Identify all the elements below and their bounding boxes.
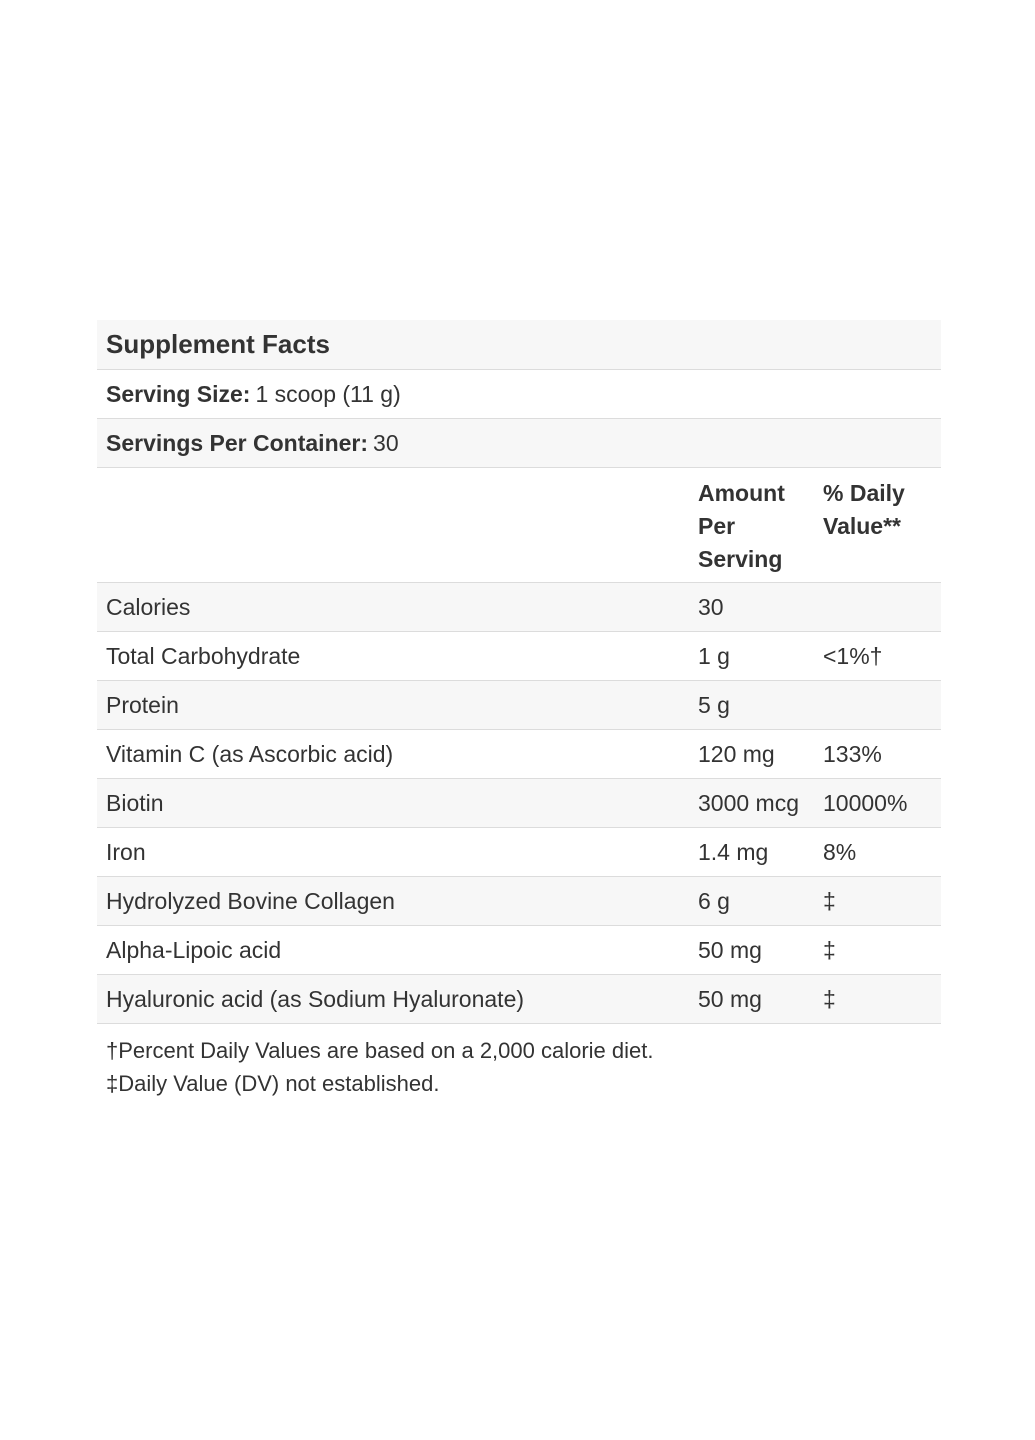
header-amount-line: Per <box>698 513 736 539</box>
nutrient-daily-value: 133% <box>823 740 882 767</box>
nutrient-daily-value: 10000% <box>823 789 908 816</box>
nutrient-daily-value: ‡ <box>823 936 836 963</box>
header-amount-line: Amount <box>698 480 785 506</box>
facts-title: Supplement Facts <box>97 320 941 370</box>
footnotes <box>97 1024 941 1100</box>
servings-per-container-label: Servings Per Container: <box>106 429 369 456</box>
table-row <box>97 877 941 926</box>
table-row <box>97 975 941 1024</box>
supplement-facts-table <box>97 320 941 1100</box>
table-row <box>97 926 941 975</box>
nutrient-amount: 50 mg <box>698 985 762 1012</box>
header-daily-value-line: Value** <box>823 513 901 539</box>
nutrient-amount: 1 g <box>698 642 730 669</box>
serving-size-row <box>97 370 941 419</box>
table-row <box>97 583 941 632</box>
header-amount-cell <box>689 477 814 576</box>
nutrient-daily-value: 8% <box>823 838 857 865</box>
table-row <box>97 730 941 779</box>
table-row <box>97 632 941 681</box>
nutrient-name: Total Carbohydrate <box>106 642 301 669</box>
servings-per-container-row <box>97 419 941 468</box>
table-header-row <box>97 468 941 583</box>
nutrient-name: Hyaluronic acid (as Sodium Hyaluronate) <box>106 985 525 1012</box>
header-daily-value-line: % Daily <box>823 480 905 506</box>
nutrient-amount: 3000 mcg <box>698 789 800 816</box>
table-row <box>97 779 941 828</box>
nutrient-daily-value: ‡ <box>823 985 836 1012</box>
nutrient-daily-value: <1%† <box>823 642 883 669</box>
nutrient-name: Biotin <box>106 789 164 816</box>
table-row <box>97 828 941 877</box>
header-daily-value-cell <box>814 477 941 543</box>
serving-size-value: 1 scoop (11 g) <box>255 380 401 407</box>
nutrient-amount: 6 g <box>698 887 730 914</box>
servings-per-container-value: 30 <box>373 429 399 456</box>
table-row <box>97 681 941 730</box>
nutrient-amount: 50 mg <box>698 936 762 963</box>
nutrient-amount: 120 mg <box>698 740 775 767</box>
nutrient-amount: 1.4 mg <box>698 838 769 865</box>
nutrient-daily-value: ‡ <box>823 887 836 914</box>
nutrient-name: Iron <box>106 838 146 865</box>
nutrient-name: Calories <box>106 593 191 620</box>
nutrient-name: Alpha-Lipoic acid <box>106 936 282 963</box>
footnote: †Percent Daily Values are based on a 2,000 calorie diet. <box>106 1038 654 1063</box>
serving-size-label: Serving Size: <box>106 380 251 407</box>
nutrient-amount: 5 g <box>698 691 730 718</box>
nutrient-name: Protein <box>106 691 179 718</box>
nutrient-name: Vitamin C (as Ascorbic acid) <box>106 740 394 767</box>
header-amount-line: Serving <box>698 546 783 572</box>
nutrient-amount: 30 <box>698 593 724 620</box>
footnote: ‡Daily Value (DV) not established. <box>106 1071 440 1096</box>
nutrient-name: Hydrolyzed Bovine Collagen <box>106 887 395 914</box>
